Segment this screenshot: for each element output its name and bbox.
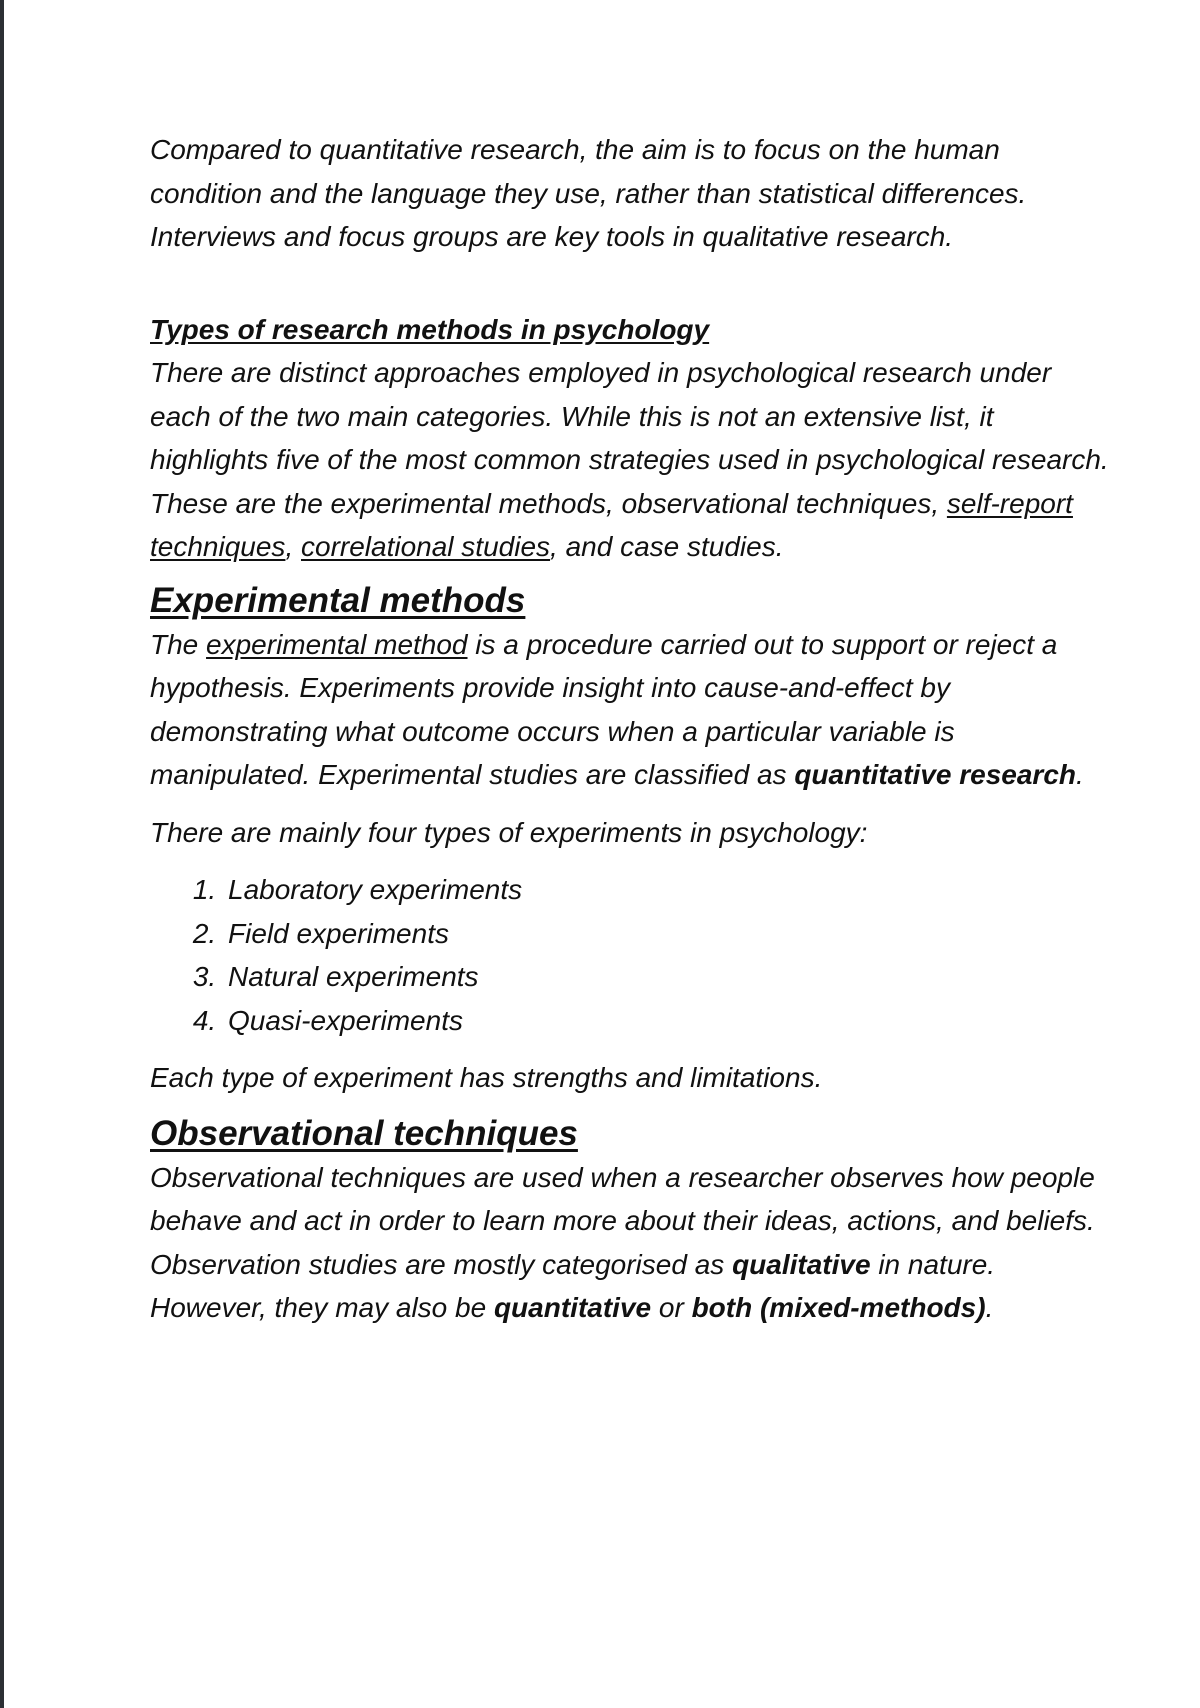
obs-text-2: in nature. However, they may also be [150,1248,996,1323]
experiment-types-intro: There are mainly four types of experiments in psychology: [150,816,868,848]
types-section-paragraph [150,351,1110,569]
types-section [150,308,1110,569]
list-item: 4. Quasi-experiments [224,999,1110,1043]
list-item: 1. Laboratory experiments [224,868,1110,912]
types-text-3: , and case studies. [550,531,784,562]
observational-techniques-heading: Observational techniques [150,1113,578,1153]
obs-text-4: . [985,1292,994,1323]
obs-bold-quantitative: quantitative [493,1292,652,1323]
self-report-techniques-link[interactable]: self-report techniques [150,487,1073,562]
list-item: 3. Natural experiments [224,955,1110,999]
types-text-1: There are distinct approaches employed in psychological research under each of the two main categories. While this is not an extensive list, it highlights five of the most common strategies used in psychological research. These are the experimental methods, observational techniques, [150,357,1109,519]
document-page [150,128,1110,1330]
obs-text-1: Observational techniques are used when a researcher observes how people behave and act in order to learn more about their ideas, actions, and beliefs. Observation studies are mostly categorised as [150,1161,1095,1280]
exp-text-end: . [1076,759,1084,790]
experimental-method-link[interactable]: experimental method [206,628,468,660]
experimental-paragraph [150,623,1110,797]
intro-paragraph: Compared to quantitative research, the aim is to focus on the human condition and the language they use, rather than statistical differences. Interviews and focus groups are key tools in qualitative research. [150,134,1027,252]
obs-bold-qualitative: qualitative [732,1248,871,1280]
exp-text-2: is a procedure carried out to support or reject a hypothesis. Experiments provide insight into cause-and-effect by demonstrating what outcome occurs when a particular variable is manipulated. Experimental studies are classified as [150,628,1058,790]
exp-bold-quantitative-research: quantitative research [794,759,1076,790]
types-section-title: Types of research methods in psychology [150,313,710,345]
experimental-methods-heading: Experimental methods [150,580,526,620]
types-text-2: , [285,531,301,562]
observational-paragraph [150,1156,1110,1330]
experiment-conclusion: Each type of experiment has strengths and limitations. [150,1062,823,1093]
obs-text-3: or [651,1292,692,1323]
list-item: 2. Field experiments [224,912,1110,956]
obs-bold-both-mixed-methods: both (mixed-methods) [691,1292,986,1323]
correlational-studies-link[interactable]: correlational studies [301,531,551,562]
exp-text-1: The [150,628,207,660]
experiment-types-list [150,868,1110,1042]
window-edge [0,0,4,1708]
